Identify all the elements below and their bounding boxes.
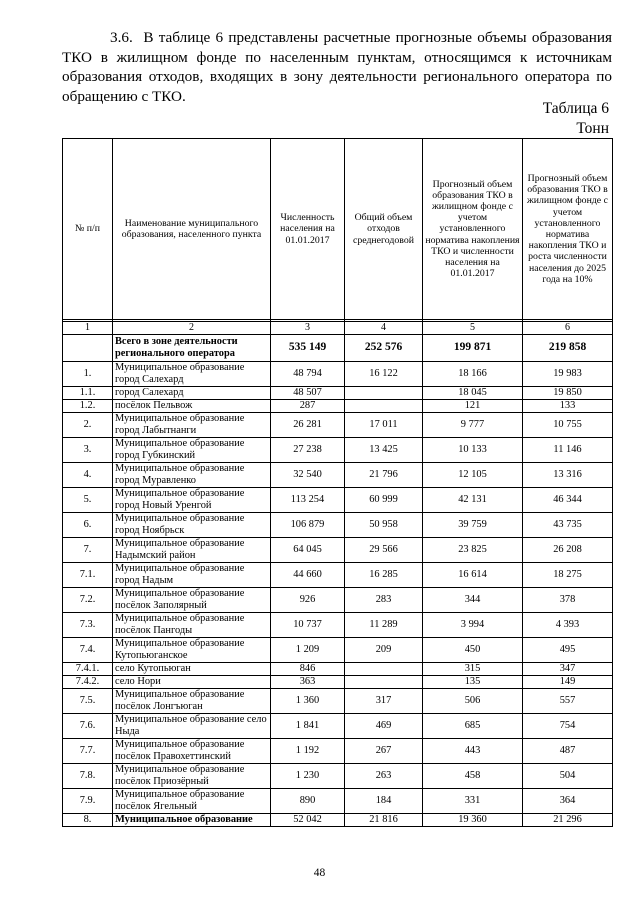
row-avg: 209: [345, 637, 423, 662]
row-number: 5.: [63, 487, 113, 512]
row-forecast-2017: 344: [423, 587, 523, 612]
row-forecast-2025: 347: [523, 662, 613, 675]
header-name: Наименование муниципального образования, населенного пункта: [113, 139, 271, 320]
row-forecast-2017: 10 133: [423, 437, 523, 462]
row-name: Муниципальное образование город Надым: [113, 562, 271, 587]
row-avg: 16 285: [345, 562, 423, 587]
row-population: 48 794: [271, 361, 345, 386]
row-forecast-2025: 13 316: [523, 462, 613, 487]
column-number: 2: [113, 322, 271, 335]
row-forecast-2025: 557: [523, 688, 613, 713]
row-forecast-2017: 42 131: [423, 487, 523, 512]
row-avg: 50 958: [345, 512, 423, 537]
row-population: 363: [271, 675, 345, 688]
table-row: [63, 487, 613, 512]
row-name: Муниципальное образование посёлок Приозёрный: [113, 763, 271, 788]
row-forecast-2025: 43 735: [523, 512, 613, 537]
row-population: 10 737: [271, 612, 345, 637]
row-name: Муниципальное образование город Лабытнанги: [113, 412, 271, 437]
row-forecast-2025: 754: [523, 713, 613, 738]
row-avg: 21 816: [345, 813, 423, 826]
row-avg: 13 425: [345, 437, 423, 462]
row-population: 48 507: [271, 386, 345, 399]
row-population: 32 540: [271, 462, 345, 487]
row-forecast-2017: 443: [423, 738, 523, 763]
row-name: Муниципальное образование город Губкинский: [113, 437, 271, 462]
table-row: [63, 637, 613, 662]
column-numbers-row: [63, 322, 613, 335]
row-forecast-2017: 331: [423, 788, 523, 813]
column-number: 6: [523, 322, 613, 335]
section-number: 3.6.: [110, 29, 133, 46]
table-row: [63, 675, 613, 688]
total-forecast-2017: 199 871: [423, 334, 523, 361]
row-population: 1 841: [271, 713, 345, 738]
row-name: посёлок Пельвож: [113, 399, 271, 412]
row-number: 7.7.: [63, 738, 113, 763]
table-row: [63, 512, 613, 537]
row-avg: 17 011: [345, 412, 423, 437]
table-row: [63, 788, 613, 813]
row-number: 7.4.2.: [63, 675, 113, 688]
row-forecast-2025: 19 850: [523, 386, 613, 399]
row-number: 2.: [63, 412, 113, 437]
table-row: [63, 361, 613, 386]
row-forecast-2017: 19 360: [423, 813, 523, 826]
table-row: [63, 738, 613, 763]
column-number: 4: [345, 322, 423, 335]
row-name: Муниципальное образование посёлок Лонгъюган: [113, 688, 271, 713]
row-name: Муниципальное образование город Салехард: [113, 361, 271, 386]
header-forecast-2017: Прогнозный объем образования ТКО в жилищном фонде с учетом установленного норматива накопления ТКО и численности населения на 01.01.2017: [423, 139, 523, 320]
row-avg: [345, 675, 423, 688]
row-population: 890: [271, 788, 345, 813]
row-forecast-2017: 506: [423, 688, 523, 713]
row-forecast-2025: 378: [523, 587, 613, 612]
table-row: [63, 813, 613, 826]
row-number: 7.5.: [63, 688, 113, 713]
page-number: 48: [313, 867, 326, 879]
row-number: 7.3.: [63, 612, 113, 637]
row-avg: [345, 386, 423, 399]
table-row: [63, 612, 613, 637]
row-forecast-2017: 23 825: [423, 537, 523, 562]
table-row: [63, 386, 613, 399]
row-forecast-2017: 135: [423, 675, 523, 688]
row-forecast-2025: 18 275: [523, 562, 613, 587]
table-row: [63, 688, 613, 713]
row-forecast-2017: 3 994: [423, 612, 523, 637]
table-row: [63, 562, 613, 587]
row-avg: 184: [345, 788, 423, 813]
row-population: 287: [271, 399, 345, 412]
row-avg: [345, 399, 423, 412]
row-forecast-2025: 364: [523, 788, 613, 813]
row-number: 7.2.: [63, 587, 113, 612]
row-forecast-2017: 315: [423, 662, 523, 675]
row-forecast-2025: 11 146: [523, 437, 613, 462]
row-avg: 29 566: [345, 537, 423, 562]
header-population: Численность населения на 01.01.2017: [271, 139, 345, 320]
row-avg: 267: [345, 738, 423, 763]
row-number: 7.1.: [63, 562, 113, 587]
total-name: Всего в зоне деятельности регионального оператора: [113, 334, 271, 361]
row-name: Муниципальное образование город Муравленко: [113, 462, 271, 487]
row-forecast-2025: 26 208: [523, 537, 613, 562]
row-forecast-2025: 495: [523, 637, 613, 662]
row-name: Муниципальное образование город Новый Уренгой: [113, 487, 271, 512]
row-avg: 317: [345, 688, 423, 713]
row-name: Муниципальное образование село Ныда: [113, 713, 271, 738]
row-forecast-2025: 21 296: [523, 813, 613, 826]
row-name: Муниципальное образование город Ноябрьск: [113, 512, 271, 537]
table-row: [63, 462, 613, 487]
row-forecast-2017: 39 759: [423, 512, 523, 537]
row-number: 7.9.: [63, 788, 113, 813]
row-number: 7.4.: [63, 637, 113, 662]
row-forecast-2025: 4 393: [523, 612, 613, 637]
row-forecast-2025: 19 983: [523, 361, 613, 386]
row-number: 7.: [63, 537, 113, 562]
row-number: 6.: [63, 512, 113, 537]
row-population: 27 238: [271, 437, 345, 462]
row-forecast-2017: 16 614: [423, 562, 523, 587]
row-avg: 283: [345, 587, 423, 612]
row-forecast-2017: 18 045: [423, 386, 523, 399]
row-population: 1 192: [271, 738, 345, 763]
row-number: 1.2.: [63, 399, 113, 412]
table-row: [63, 412, 613, 437]
row-population: 1 230: [271, 763, 345, 788]
header-no: № п/п: [63, 139, 113, 320]
header-forecast-2025: Прогнозный объем образования ТКО в жилищном фонде с учетом установленного норматива накопления ТКО и роста численности населения до 2025 года на 10%: [523, 139, 613, 320]
column-number: 1: [63, 322, 113, 335]
row-name: город Салехард: [113, 386, 271, 399]
row-avg: 60 999: [345, 487, 423, 512]
row-population: 64 045: [271, 537, 345, 562]
row-forecast-2017: 685: [423, 713, 523, 738]
row-forecast-2017: 458: [423, 763, 523, 788]
row-avg: [345, 662, 423, 675]
table-row: [63, 537, 613, 562]
row-number: 4.: [63, 462, 113, 487]
row-population: 1 209: [271, 637, 345, 662]
row-number: 1.: [63, 361, 113, 386]
row-forecast-2017: 18 166: [423, 361, 523, 386]
intro-text: В таблице 6 представлены расчетные прогнозные объемы образования ТКО в жилищном фонде по населенным пунктам, относящимся к источникам образования отходов, входящих в зону деятельности регионального оператора по обращению с ТКО.: [62, 29, 613, 105]
row-forecast-2025: 504: [523, 763, 613, 788]
table-row: [63, 399, 613, 412]
table-row: [63, 437, 613, 462]
row-name: Муниципальное образование Кутопьюганское: [113, 637, 271, 662]
row-population: 44 660: [271, 562, 345, 587]
row-forecast-2017: 12 105: [423, 462, 523, 487]
row-name: Муниципальное образование Надымский район: [113, 537, 271, 562]
row-name: село Кутопьюган: [113, 662, 271, 675]
column-number: 5: [423, 322, 523, 335]
row-population: 52 042: [271, 813, 345, 826]
row-population: 846: [271, 662, 345, 675]
waste-forecast-table: [62, 138, 613, 827]
row-number: 1.1.: [63, 386, 113, 399]
intro-paragraph: [62, 28, 612, 106]
row-avg: 263: [345, 763, 423, 788]
table-row: [63, 763, 613, 788]
row-number: 7.8.: [63, 763, 113, 788]
table-unit: Тонн: [576, 120, 609, 137]
row-name: Муниципальное образование посёлок Пангоды: [113, 612, 271, 637]
row-avg: 16 122: [345, 361, 423, 386]
row-avg: 469: [345, 713, 423, 738]
row-forecast-2025: 149: [523, 675, 613, 688]
total-forecast-2025: 219 858: [523, 334, 613, 361]
row-forecast-2025: 487: [523, 738, 613, 763]
row-population: 113 254: [271, 487, 345, 512]
row-population: 26 281: [271, 412, 345, 437]
row-number: 7.6.: [63, 713, 113, 738]
table-caption: Таблица 6: [542, 100, 609, 117]
row-number: 3.: [63, 437, 113, 462]
total-population: 535 149: [271, 334, 345, 361]
column-number: 3: [271, 322, 345, 335]
total-row: [63, 334, 613, 361]
table-row: [63, 587, 613, 612]
row-population: 1 360: [271, 688, 345, 713]
row-population: 926: [271, 587, 345, 612]
total-avg: 252 576: [345, 334, 423, 361]
row-number: 8.: [63, 813, 113, 826]
row-name: Муниципальное образование посёлок Правохеттинский: [113, 738, 271, 763]
header-avg-volume: Общий объем отходов среднегодовой: [345, 139, 423, 320]
row-forecast-2025: 133: [523, 399, 613, 412]
table-row: [63, 713, 613, 738]
row-avg: 11 289: [345, 612, 423, 637]
row-forecast-2025: 46 344: [523, 487, 613, 512]
row-name: Муниципальное образование посёлок Ягельный: [113, 788, 271, 813]
table-header-row: [63, 139, 613, 320]
row-name: Муниципальное образование: [113, 813, 271, 826]
row-forecast-2025: 10 755: [523, 412, 613, 437]
row-forecast-2017: 450: [423, 637, 523, 662]
row-name: Муниципальное образование посёлок Заполярный: [113, 587, 271, 612]
row-avg: 21 796: [345, 462, 423, 487]
row-number: 7.4.1.: [63, 662, 113, 675]
row-forecast-2017: 121: [423, 399, 523, 412]
row-forecast-2017: 9 777: [423, 412, 523, 437]
row-name: село Нори: [113, 675, 271, 688]
row-population: 106 879: [271, 512, 345, 537]
table-row: [63, 662, 613, 675]
